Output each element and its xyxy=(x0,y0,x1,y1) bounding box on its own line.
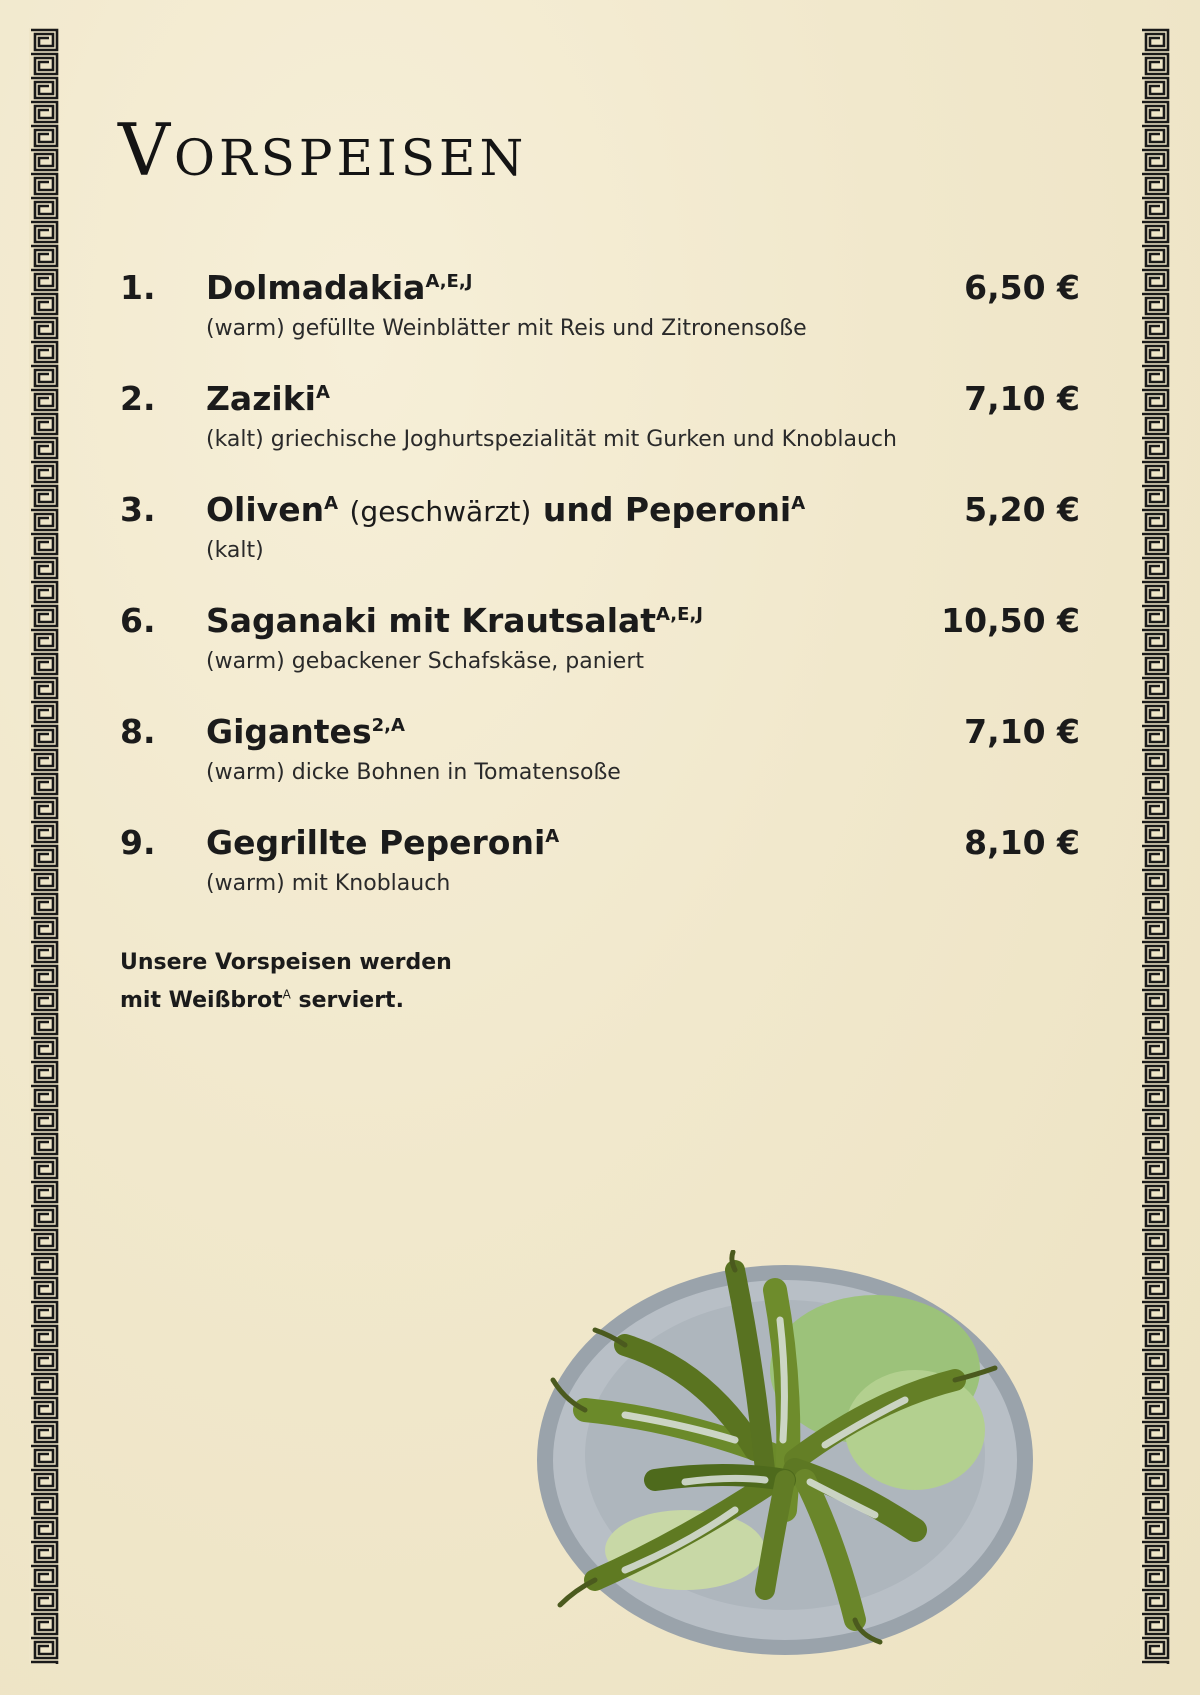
menu-item-gegrillte-peperoni xyxy=(118,823,1080,913)
item-name xyxy=(206,601,703,640)
allergen-codes-2: A xyxy=(791,493,806,514)
item-number: 9. xyxy=(120,823,156,862)
item-price: 6,50 € xyxy=(964,268,1080,307)
item-name xyxy=(206,490,805,529)
menu-item-oliven-peperoni xyxy=(118,490,1080,580)
item-number: 1. xyxy=(120,268,156,307)
note-line-1: Unsere Vorspeisen werden xyxy=(120,950,452,975)
item-description: (warm) gefüllte Weinblätter mit Reis und Zitronensoße xyxy=(206,316,807,341)
item-description: (warm) mit Knoblauch xyxy=(206,871,451,896)
bread-note xyxy=(120,944,452,1020)
allergen-codes: A xyxy=(324,493,338,514)
item-price: 8,10 € xyxy=(964,823,1080,862)
item-name xyxy=(206,379,330,418)
item-description: (kalt) xyxy=(206,538,264,563)
allergen-codes: A xyxy=(545,826,560,847)
item-price: 5,20 € xyxy=(964,490,1080,529)
item-number: 6. xyxy=(120,601,156,640)
item-description: (kalt) griechische Joghurtspezialität mit Gurken und Knoblauch xyxy=(206,427,897,452)
item-number: 2. xyxy=(120,379,156,418)
allergen-codes: 2,A xyxy=(371,715,405,736)
item-price: 7,10 € xyxy=(964,712,1080,751)
page-title: Vorspeisen xyxy=(118,108,528,192)
item-name xyxy=(206,712,405,751)
item-number: 8. xyxy=(120,712,156,751)
item-name-text: Zaziki xyxy=(206,379,316,418)
item-name-text: Dolmadakia xyxy=(206,268,426,307)
note-text-a: mit Weißbrot xyxy=(120,988,283,1013)
menu-item-saganaki xyxy=(118,601,1080,691)
note-line-2 xyxy=(120,982,452,1020)
menu-item-zaziki xyxy=(118,379,1080,469)
item-name-text: Saganaki mit Krautsalat xyxy=(206,601,657,640)
item-name-qualifier: (geschwärzt) xyxy=(349,495,532,528)
item-name-part2: und Peperoni xyxy=(542,490,792,529)
item-name-text: Gegrillte Peperoni xyxy=(206,823,546,862)
item-name-text: Oliven xyxy=(206,490,325,529)
item-price: 10,50 € xyxy=(941,601,1080,640)
item-description: (warm) dicke Bohnen in Tomatensoße xyxy=(206,760,621,785)
allergen-codes: A,E,J xyxy=(425,271,473,292)
grilled-peppers-plate-photo xyxy=(535,1250,1035,1660)
menu-item-gigantes xyxy=(118,712,1080,802)
item-name-text: Gigantes xyxy=(206,712,372,751)
item-name xyxy=(206,268,472,307)
menu-item-dolmadakia xyxy=(118,268,1080,358)
item-name xyxy=(206,823,559,862)
allergen-codes: A xyxy=(315,382,330,403)
greek-key-border-right xyxy=(1140,28,1170,1664)
item-price: 7,10 € xyxy=(964,379,1080,418)
greek-key-border-left xyxy=(29,28,59,1664)
allergen-codes: A,E,J xyxy=(656,604,703,625)
note-allergen: A xyxy=(282,987,291,1002)
item-number: 3. xyxy=(120,490,156,529)
note-text-b: serviert. xyxy=(298,988,404,1013)
item-description: (warm) gebackener Schafskäse, paniert xyxy=(206,649,644,674)
